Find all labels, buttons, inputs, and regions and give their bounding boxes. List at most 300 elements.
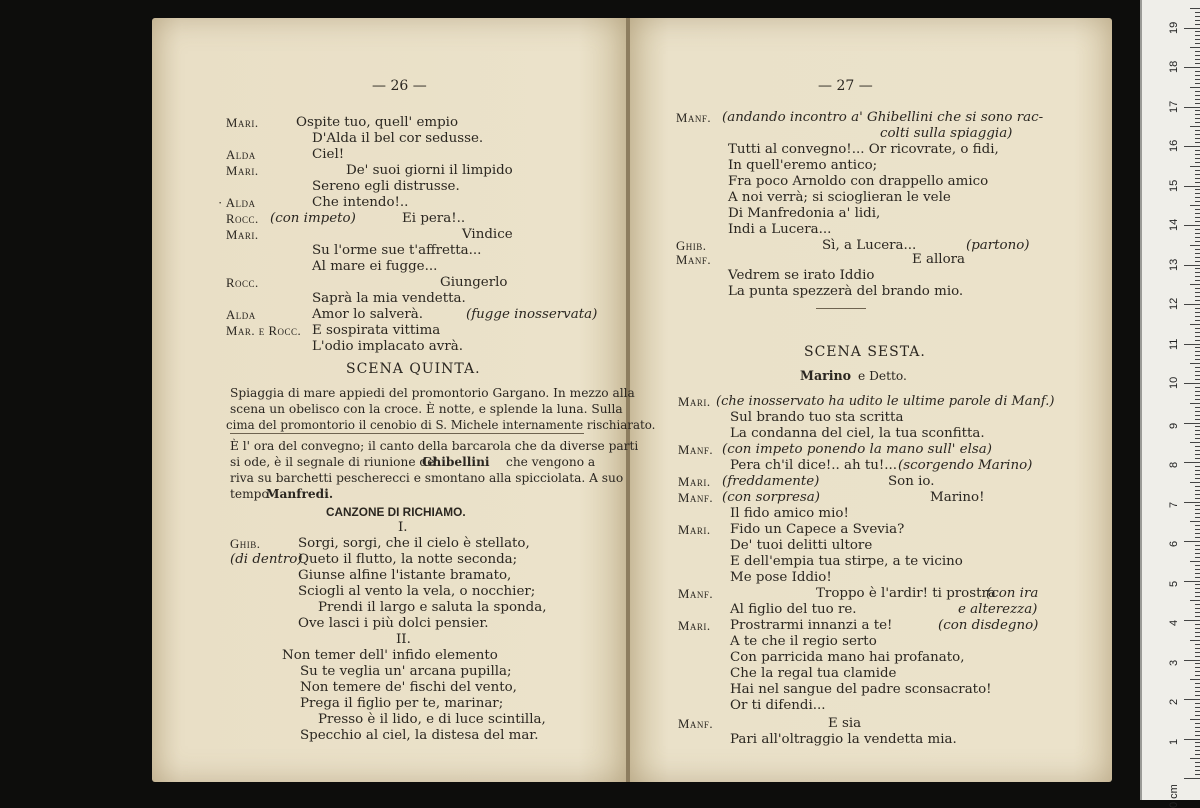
ruler-tick	[1195, 446, 1200, 447]
ruler-tick	[1195, 189, 1200, 190]
ruler-tick	[1195, 229, 1200, 230]
dialogue-line: Amor lo salverà.	[312, 307, 423, 322]
speaker-label: Mari.	[226, 164, 259, 178]
dialogue-line: Vedrem se irato Iddio	[728, 268, 875, 283]
ruler-tick	[1195, 130, 1200, 131]
ruler-tick	[1184, 146, 1200, 147]
ruler-tick	[1195, 99, 1200, 100]
ruler-number: 17	[1168, 100, 1180, 113]
ruler-tick	[1195, 162, 1200, 163]
dialogue-line: Marino!	[930, 490, 985, 505]
ruler-tick	[1195, 395, 1200, 396]
ruler-tick	[1195, 221, 1200, 222]
narration-line: si ode, è il segnale di riunione de'	[230, 455, 438, 469]
ruler-tick	[1195, 201, 1200, 202]
ruler-tick	[1190, 482, 1200, 483]
ruler-tick	[1195, 387, 1200, 388]
ruler-tick	[1195, 24, 1200, 25]
ruler-tick	[1195, 624, 1200, 625]
ruler-tick	[1195, 197, 1200, 198]
dialogue-line: Pari all'oltraggio la vendetta mia.	[730, 732, 957, 747]
ruler-tick	[1195, 458, 1200, 459]
ruler-tick	[1195, 691, 1200, 692]
speaker-label: Rocc.	[226, 212, 259, 226]
ruler-tick	[1195, 182, 1200, 183]
dialogue-line: Pera ch'il dice!.. ah tu!...	[730, 458, 898, 473]
ruler-tick	[1195, 43, 1200, 44]
speaker-label: · Alda	[218, 196, 256, 210]
speaker-label: Mari.	[678, 395, 711, 409]
verse-line: Prega il figlio per te, marinar;	[300, 696, 504, 711]
ruler-tick	[1195, 233, 1200, 234]
ruler-number: 0 cm	[1168, 784, 1180, 808]
stage-direction: (che inosservato ha udito le ultime parole di Manf.)	[716, 394, 1055, 409]
ruler-tick	[1195, 158, 1200, 159]
ruler-tick	[1195, 703, 1200, 704]
ruler-tick	[1195, 280, 1200, 281]
ruler-tick	[1195, 608, 1200, 609]
ruler-number: 8	[1168, 461, 1180, 468]
ruler-tick	[1190, 126, 1200, 127]
ruler-number: 14	[1168, 218, 1180, 231]
stage-direction: (con disdegno)	[938, 618, 1039, 633]
speaker-label: Alda	[226, 148, 256, 162]
scene-title-quinta: SCENA QUINTA.	[346, 361, 481, 377]
stage-direction: (con impeto)	[270, 211, 356, 226]
ruler-tick	[1195, 12, 1200, 13]
ruler-tick	[1195, 569, 1200, 570]
divider-rule	[230, 433, 584, 434]
ruler-number: 7	[1168, 501, 1180, 508]
ruler-tick	[1195, 411, 1200, 412]
ruler-tick	[1195, 553, 1200, 554]
ruler-tick	[1195, 347, 1200, 348]
dialogue-line: Ei pera!..	[402, 211, 466, 226]
ruler-tick	[1190, 758, 1200, 759]
ruler-tick	[1195, 79, 1200, 80]
ruler-tick	[1195, 687, 1200, 688]
ruler-number: 2	[1168, 698, 1180, 705]
ruler-tick	[1190, 245, 1200, 246]
ruler-tick	[1195, 83, 1200, 84]
ruler-tick	[1195, 545, 1200, 546]
dialogue-line: Tutti al convegno!... Or ricovrate, o fidi,	[728, 142, 999, 157]
ghibellini-name: Ghibellini	[422, 455, 490, 469]
ruler-number: 3	[1168, 659, 1180, 666]
narration-line: È l' ora del convegno; il canto della barcarola che da diverse parti	[230, 439, 639, 453]
dialogue-line: Me pose Iddio!	[730, 570, 832, 585]
ruler-tick	[1184, 186, 1200, 187]
ruler-tick	[1195, 110, 1200, 111]
ruler-tick	[1195, 391, 1200, 392]
dialogue-line: Sul brando tuo sta scritta	[730, 410, 904, 425]
ruler-number: 16	[1168, 139, 1180, 152]
verse-line: Sorgi, sorgi, che il cielo è stellato,	[298, 536, 530, 551]
song-title: CANZONE DI RICHIAMO.	[326, 505, 466, 519]
ruler-tick	[1195, 557, 1200, 558]
dialogue-line: Fido un Capece a Svevia?	[730, 522, 905, 537]
ruler-tick	[1195, 450, 1200, 451]
ruler-tick	[1195, 379, 1200, 380]
ruler-tick	[1195, 731, 1200, 732]
ruler-tick	[1184, 581, 1200, 582]
speaker-label: Mari.	[226, 116, 259, 130]
ruler-tick	[1195, 454, 1200, 455]
verse-line: Non temere de' fischi del vento,	[300, 680, 517, 695]
stage-direction: (con sorpresa)	[722, 490, 820, 505]
ruler-tick	[1184, 739, 1200, 740]
ruler-tick	[1195, 549, 1200, 550]
ruler-tick	[1195, 300, 1200, 301]
ruler-tick	[1195, 419, 1200, 420]
ruler-tick	[1195, 727, 1200, 728]
stage-direction: colti sulla spiaggia)	[880, 126, 1013, 141]
ruler-tick	[1195, 774, 1200, 775]
ruler-tick	[1195, 474, 1200, 475]
ruler-tick	[1184, 28, 1200, 29]
speaker-label: Manf.	[676, 111, 712, 125]
ruler-tick	[1195, 351, 1200, 352]
stage-direction: (con impeto ponendo la mano sull' elsa)	[722, 442, 992, 457]
ruler-number: 4	[1168, 619, 1180, 626]
ruler-tick	[1195, 498, 1200, 499]
divider-rule	[816, 308, 866, 309]
dialogue-line: Con parricida mano hai profanato,	[730, 650, 965, 665]
dialogue-line: In quell'eremo antico;	[728, 158, 878, 173]
ruler-tick	[1195, 209, 1200, 210]
ruler-tick	[1195, 257, 1200, 258]
ruler-number: 13	[1168, 258, 1180, 271]
ruler-tick	[1195, 39, 1200, 40]
ruler-tick	[1184, 383, 1200, 384]
ruler-tick	[1195, 529, 1200, 530]
dialogue-line: Che la regal tua clamide	[730, 666, 897, 681]
ruler-tick	[1195, 762, 1200, 763]
ruler-tick	[1184, 699, 1200, 700]
speaker-label: Manf.	[678, 717, 714, 731]
verse-line: Prendi il largo e saluta la sponda,	[318, 600, 547, 615]
ruler-tick	[1195, 505, 1200, 506]
ruler-number: 10	[1168, 376, 1180, 389]
dialogue-line: Vindice	[462, 227, 513, 242]
stage-direction: e alterezza)	[958, 602, 1038, 617]
dialogue-line: Fra poco Arnoldo con drappello amico	[728, 174, 989, 189]
dialogue-line: A te che il regio serto	[730, 634, 877, 649]
ruler-tick	[1195, 525, 1200, 526]
ruler-tick	[1195, 51, 1200, 52]
ruler-tick	[1195, 332, 1200, 333]
ruler-tick	[1184, 462, 1200, 463]
ruler-tick	[1195, 375, 1200, 376]
ruler-tick	[1195, 407, 1200, 408]
ruler-tick	[1184, 423, 1200, 424]
ruler-tick	[1195, 249, 1200, 250]
ruler-tick	[1190, 679, 1200, 680]
dialogue-line: E sia	[828, 716, 862, 731]
ruler-tick	[1195, 683, 1200, 684]
ruler-tick	[1195, 486, 1200, 487]
ruler-tick	[1195, 766, 1200, 767]
dialogue-line: Al figlio del tuo re.	[730, 602, 857, 617]
speaker-label: Ghib.	[230, 537, 261, 551]
speaker-label: Manf.	[678, 587, 714, 601]
ruler-tick	[1195, 577, 1200, 578]
speaker-label: Mari.	[678, 523, 711, 537]
ruler-tick	[1195, 494, 1200, 495]
setting-line: scena un obelisco con la croce. È notte, e splende la luna. Sulla	[230, 402, 623, 416]
ruler-tick	[1195, 213, 1200, 214]
ruler-number: 15	[1168, 179, 1180, 192]
ruler-tick	[1195, 174, 1200, 175]
ruler-tick	[1195, 573, 1200, 574]
ruler-tick	[1195, 114, 1200, 115]
verse-line: Sciogli al vento la vela, o nocchier;	[298, 584, 536, 599]
dialogue-line: Al mare ei fugge...	[312, 259, 438, 274]
ruler-tick	[1195, 103, 1200, 104]
ruler-tick	[1190, 521, 1200, 522]
ruler-tick	[1195, 430, 1200, 431]
verse-line: Presso è il lido, e di luce scintilla,	[318, 712, 546, 727]
ruler-tick	[1195, 735, 1200, 736]
ruler-tick	[1195, 276, 1200, 277]
dialogue-line: Su l'orme sue t'affretta...	[312, 243, 482, 258]
ruler-tick	[1195, 296, 1200, 297]
ruler-tick	[1195, 663, 1200, 664]
ruler-tick	[1195, 288, 1200, 289]
ruler-tick	[1190, 403, 1200, 404]
ruler-tick	[1195, 268, 1200, 269]
ruler-tick	[1195, 636, 1200, 637]
stage-direction: (andando incontro a' Ghibellini che si sono rac-	[722, 110, 1044, 125]
ruler-tick	[1195, 656, 1200, 657]
ruler-tick	[1195, 71, 1200, 72]
ruler-tick	[1195, 193, 1200, 194]
ruler-tick	[1190, 8, 1200, 9]
ruler-tick	[1195, 537, 1200, 538]
verse-line: Specchio al ciel, la distesa del mar.	[300, 728, 539, 743]
ruler-tick	[1195, 253, 1200, 254]
setting-line: cima del promontorio il cenobio di S. Michele internamente rischiarato.	[226, 418, 656, 432]
ruler-tick	[1184, 660, 1200, 661]
ruler-tick	[1195, 312, 1200, 313]
ruler-tick	[1195, 328, 1200, 329]
stage-direction: (freddamente)	[722, 474, 820, 489]
ruler-tick	[1195, 628, 1200, 629]
dialogue-line: Troppo è l'ardir! ti prostra	[816, 586, 996, 601]
ruler-tick	[1190, 87, 1200, 88]
ruler-tick	[1195, 584, 1200, 585]
ruler-number: 11	[1168, 338, 1180, 350]
ruler-tick	[1195, 118, 1200, 119]
ruler-tick	[1184, 265, 1200, 266]
stage-direction: (di dentro)	[230, 552, 303, 567]
dialogue-line: E sospirata vittima	[312, 323, 441, 338]
ruler-tick	[1195, 217, 1200, 218]
ruler-tick	[1195, 604, 1200, 605]
speaker-label: Alda	[226, 308, 256, 322]
ruler-tick	[1195, 237, 1200, 238]
ruler-tick	[1190, 166, 1200, 167]
dialogue-line: Sereno egli distrusse.	[312, 179, 460, 194]
narration-line: tempo	[230, 487, 269, 501]
ruler-tick	[1195, 367, 1200, 368]
dialogue-line: Sì, a Lucera...	[822, 238, 917, 253]
speaker-label: Mar. e Rocc.	[226, 324, 302, 338]
ruler-tick	[1195, 517, 1200, 518]
dialogue-line: Prostrarmi innanzi a te!	[730, 618, 893, 633]
ruler-tick	[1184, 304, 1200, 305]
ruler-tick	[1195, 723, 1200, 724]
speaker-label: Manf.	[676, 253, 712, 267]
dialogue-line: De' tuoi delitti ultore	[730, 538, 873, 553]
ruler-tick	[1195, 292, 1200, 293]
ruler-tick	[1195, 671, 1200, 672]
dialogue-line: Saprà la mia vendetta.	[312, 291, 466, 306]
ruler-tick	[1184, 344, 1200, 345]
dialogue-line: Che intendo!..	[312, 195, 409, 210]
ruler-tick	[1195, 371, 1200, 372]
ruler-tick	[1195, 715, 1200, 716]
ruler-tick	[1195, 63, 1200, 64]
dialogue-line: E allora	[912, 252, 966, 267]
ruler-tick	[1195, 596, 1200, 597]
ruler-tick	[1190, 561, 1200, 562]
speaker-label: Mari.	[226, 228, 259, 242]
ruler-tick	[1195, 55, 1200, 56]
ruler-tick	[1195, 675, 1200, 676]
ruler-tick	[1195, 466, 1200, 467]
ruler-tick	[1195, 241, 1200, 242]
narration-line: riva su barchetti pescherecci e smontano alla spicciolata. A suo	[230, 471, 624, 485]
ruler-tick	[1195, 490, 1200, 491]
ruler-tick	[1195, 711, 1200, 712]
ruler-tick	[1190, 47, 1200, 48]
dialogue-line: Hai nel sangue del padre sconsacrato!	[730, 682, 992, 697]
ruler-tick	[1195, 588, 1200, 589]
ruler-tick	[1195, 59, 1200, 60]
ruler-tick	[1195, 750, 1200, 751]
speaker-label: Mari.	[678, 619, 711, 633]
ruler-tick	[1190, 719, 1200, 720]
ruler-tick	[1195, 612, 1200, 613]
ruler-tick	[1195, 359, 1200, 360]
ruler-tick	[1195, 746, 1200, 747]
ruler-tick	[1195, 509, 1200, 510]
ruler-number: 6	[1168, 540, 1180, 547]
ruler-tick	[1195, 652, 1200, 653]
ruler-tick	[1195, 707, 1200, 708]
dialogue-line: Ciel!	[312, 147, 345, 162]
ruler-tick	[1190, 324, 1200, 325]
ruler-tick	[1195, 75, 1200, 76]
stage-direction: (con ira	[986, 586, 1039, 601]
manfredi-name: Manfredi.	[266, 487, 334, 501]
ruler-tick	[1195, 340, 1200, 341]
ruler-tick	[1195, 742, 1200, 743]
scene-persons-marino: Marino	[800, 368, 852, 383]
verse-line: Su te veglia un' arcana pupilla;	[300, 664, 512, 679]
page-number-left: — 26 —	[372, 78, 427, 94]
ruler-tick	[1190, 363, 1200, 364]
ruler-tick	[1195, 170, 1200, 171]
dialogue-line: Giungerlo	[440, 275, 508, 290]
dialogue-line: Indi a Lucera...	[728, 222, 832, 237]
scene-persons-rest: e Detto.	[858, 369, 907, 383]
ruler-number: 9	[1168, 422, 1180, 429]
ruler-tick	[1195, 134, 1200, 135]
ruler-tick	[1195, 355, 1200, 356]
ruler-tick	[1195, 415, 1200, 416]
speaker-label: Manf.	[678, 443, 714, 457]
speaker-label: Manf.	[678, 491, 714, 505]
ruler-tick	[1195, 154, 1200, 155]
dialogue-line: Ospite tuo, quell' empio	[296, 115, 459, 130]
ruler-tick	[1195, 644, 1200, 645]
ruler-tick	[1195, 434, 1200, 435]
ruler-tick	[1195, 632, 1200, 633]
ruler-tick	[1195, 20, 1200, 21]
ruler-tick	[1195, 478, 1200, 479]
ruler-tick	[1190, 640, 1200, 641]
ruler-tick	[1184, 620, 1200, 621]
ruler-tick	[1195, 426, 1200, 427]
ruler-tick	[1195, 648, 1200, 649]
ruler-tick	[1195, 35, 1200, 36]
dialogue-line: Son io.	[888, 474, 935, 489]
ruler-tick	[1190, 205, 1200, 206]
ruler-tick	[1184, 107, 1200, 108]
ruler-tick	[1195, 272, 1200, 273]
dialogue-line: La punta spezzerà del brando mio.	[728, 284, 964, 299]
ruler-tick	[1190, 442, 1200, 443]
ruler-number: 1	[1168, 738, 1180, 745]
ruler-number: 18	[1168, 60, 1180, 73]
speaker-label: Ghib.	[676, 239, 707, 253]
ruler-tick	[1195, 150, 1200, 151]
dialogue-line: A noi verrà; si scioglieran le vele	[728, 190, 951, 205]
stage-direction: (partono)	[966, 238, 1030, 253]
ruler-number: 19	[1168, 21, 1180, 34]
measurement-ruler	[1140, 0, 1200, 808]
ruler-tick	[1195, 399, 1200, 400]
verse-line: Giunse alfine l'istante bramato,	[298, 568, 512, 583]
ruler-tick	[1195, 770, 1200, 771]
dialogue-line: La condanna del ciel, la tua sconfitta.	[730, 426, 985, 441]
ruler-tick	[1195, 91, 1200, 92]
scene-title-sesta: SCENA SESTA.	[804, 344, 926, 360]
dialogue-line: L'odio implacato avrà.	[312, 339, 463, 354]
dialogue-line: E dell'empia tua stirpe, a te vicino	[730, 554, 963, 569]
ruler-tick	[1184, 67, 1200, 68]
verse-line: Ove lasci i più dolci pensier.	[298, 616, 489, 631]
verse-line: Non temer dell' infido elemento	[282, 648, 498, 663]
ruler-tick	[1195, 142, 1200, 143]
ruler-tick	[1195, 308, 1200, 309]
ruler-tick	[1195, 438, 1200, 439]
dialogue-line: Di Manfredonia a' lidi,	[728, 206, 881, 221]
ruler-tick	[1195, 470, 1200, 471]
ruler-tick	[1195, 138, 1200, 139]
ruler-tick	[1195, 178, 1200, 179]
ruler-tick	[1195, 667, 1200, 668]
ruler-tick	[1184, 225, 1200, 226]
ruler-tick	[1195, 31, 1200, 32]
dialogue-line: De' suoi giorni il limpido	[346, 163, 513, 178]
speaker-label: Mari.	[678, 475, 711, 489]
ruler-tick	[1184, 502, 1200, 503]
ruler-tick	[1195, 122, 1200, 123]
ruler-tick	[1195, 616, 1200, 617]
